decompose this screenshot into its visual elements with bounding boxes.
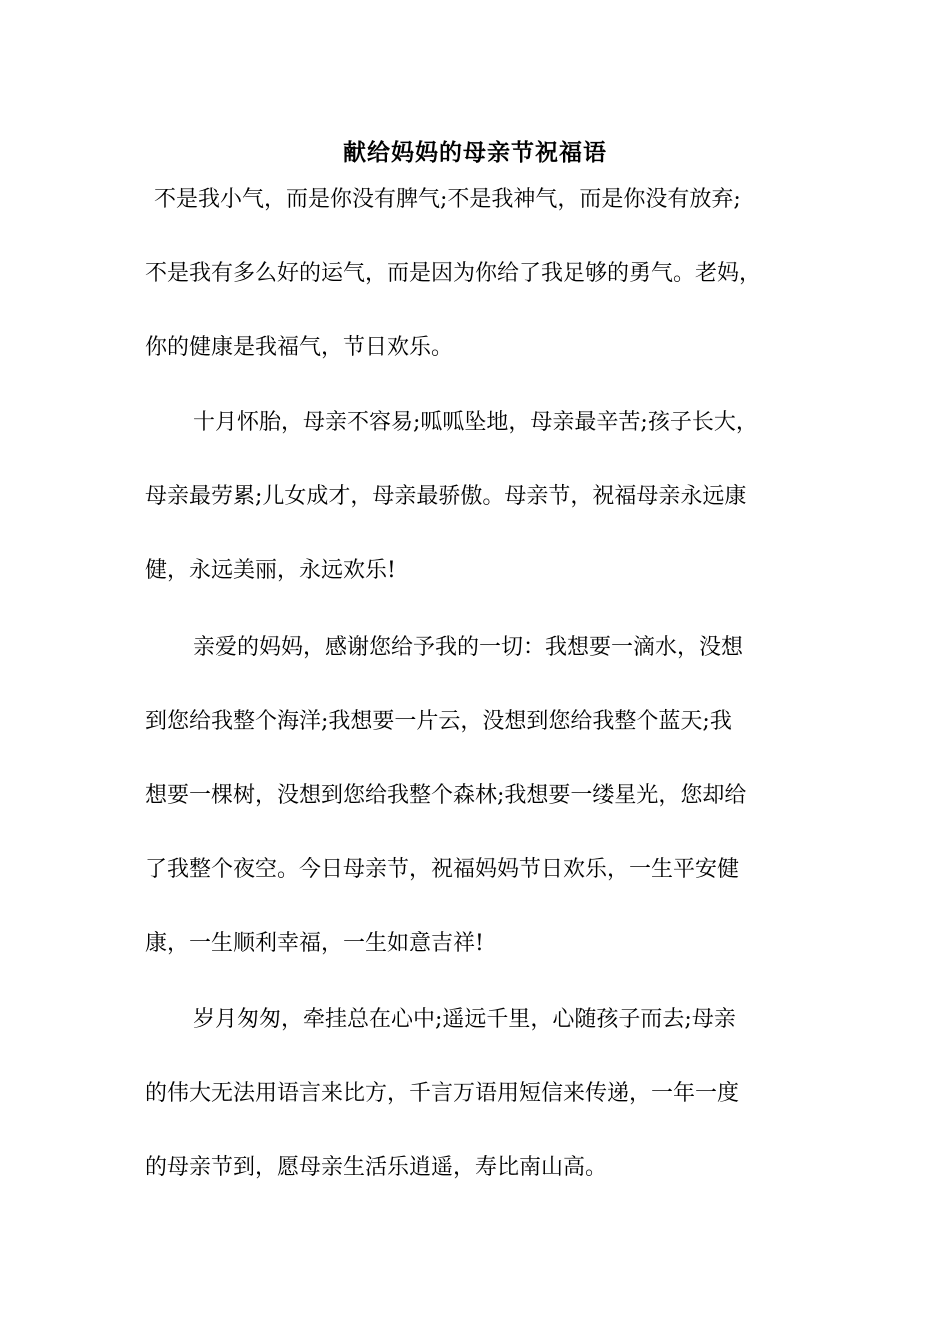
paragraph-2 — [145, 386, 810, 608]
paragraph-line: 你的健康是我福气，节日欢乐。 — [145, 335, 454, 360]
paragraph-line: 健，永远美丽，永远欢乐! — [145, 558, 396, 583]
paragraph-line: 不是我小气，而是你没有脾气;不是我神气，而是你没有放弃; — [154, 187, 741, 212]
paragraph-3 — [145, 611, 810, 981]
document-title: 献给妈妈的母亲节祝福语 — [343, 139, 607, 166]
paragraph-line: 到您给我整个海洋;我想要一片云，没想到您给我整个蓝天;我 — [145, 709, 732, 734]
paragraph-line: 十月怀胎，母亲不容易;呱呱坠地，母亲最辛苦;孩子长大， — [193, 410, 758, 435]
paragraph-line: 的母亲节到，愿母亲生活乐逍遥，寿比南山高。 — [145, 1155, 608, 1180]
paragraph-line: 康，一生顺利幸福，一生如意吉祥! — [145, 931, 484, 956]
paragraph-1 — [145, 163, 810, 385]
paragraph-line: 母亲最劳累;儿女成才，母亲最骄傲。母亲节，祝福母亲永远康 — [145, 484, 747, 509]
paragraph-line: 了我整个夜空。今日母亲节，祝福妈妈节日欢乐，一生平安健 — [145, 857, 740, 882]
paragraph-line: 亲爱的妈妈，感谢您给予我的一切：我想要一滴水，没想 — [193, 635, 744, 660]
paragraph-line: 想要一棵树，没想到您给我整个森林;我想要一缕星光，您却给 — [145, 783, 747, 808]
paragraph-line: 的伟大无法用语言来比方，千言万语用短信来传递，一年一度 — [145, 1081, 740, 1106]
paragraph-line: 岁月匆匆，牵挂总在心中;遥远千里，心随孩子而去;母亲 — [193, 1007, 736, 1032]
paragraph-line: 不是我有多么好的运气，而是因为你给了我足够的勇气。老妈， — [145, 261, 762, 286]
paragraph-4 — [145, 983, 810, 1205]
